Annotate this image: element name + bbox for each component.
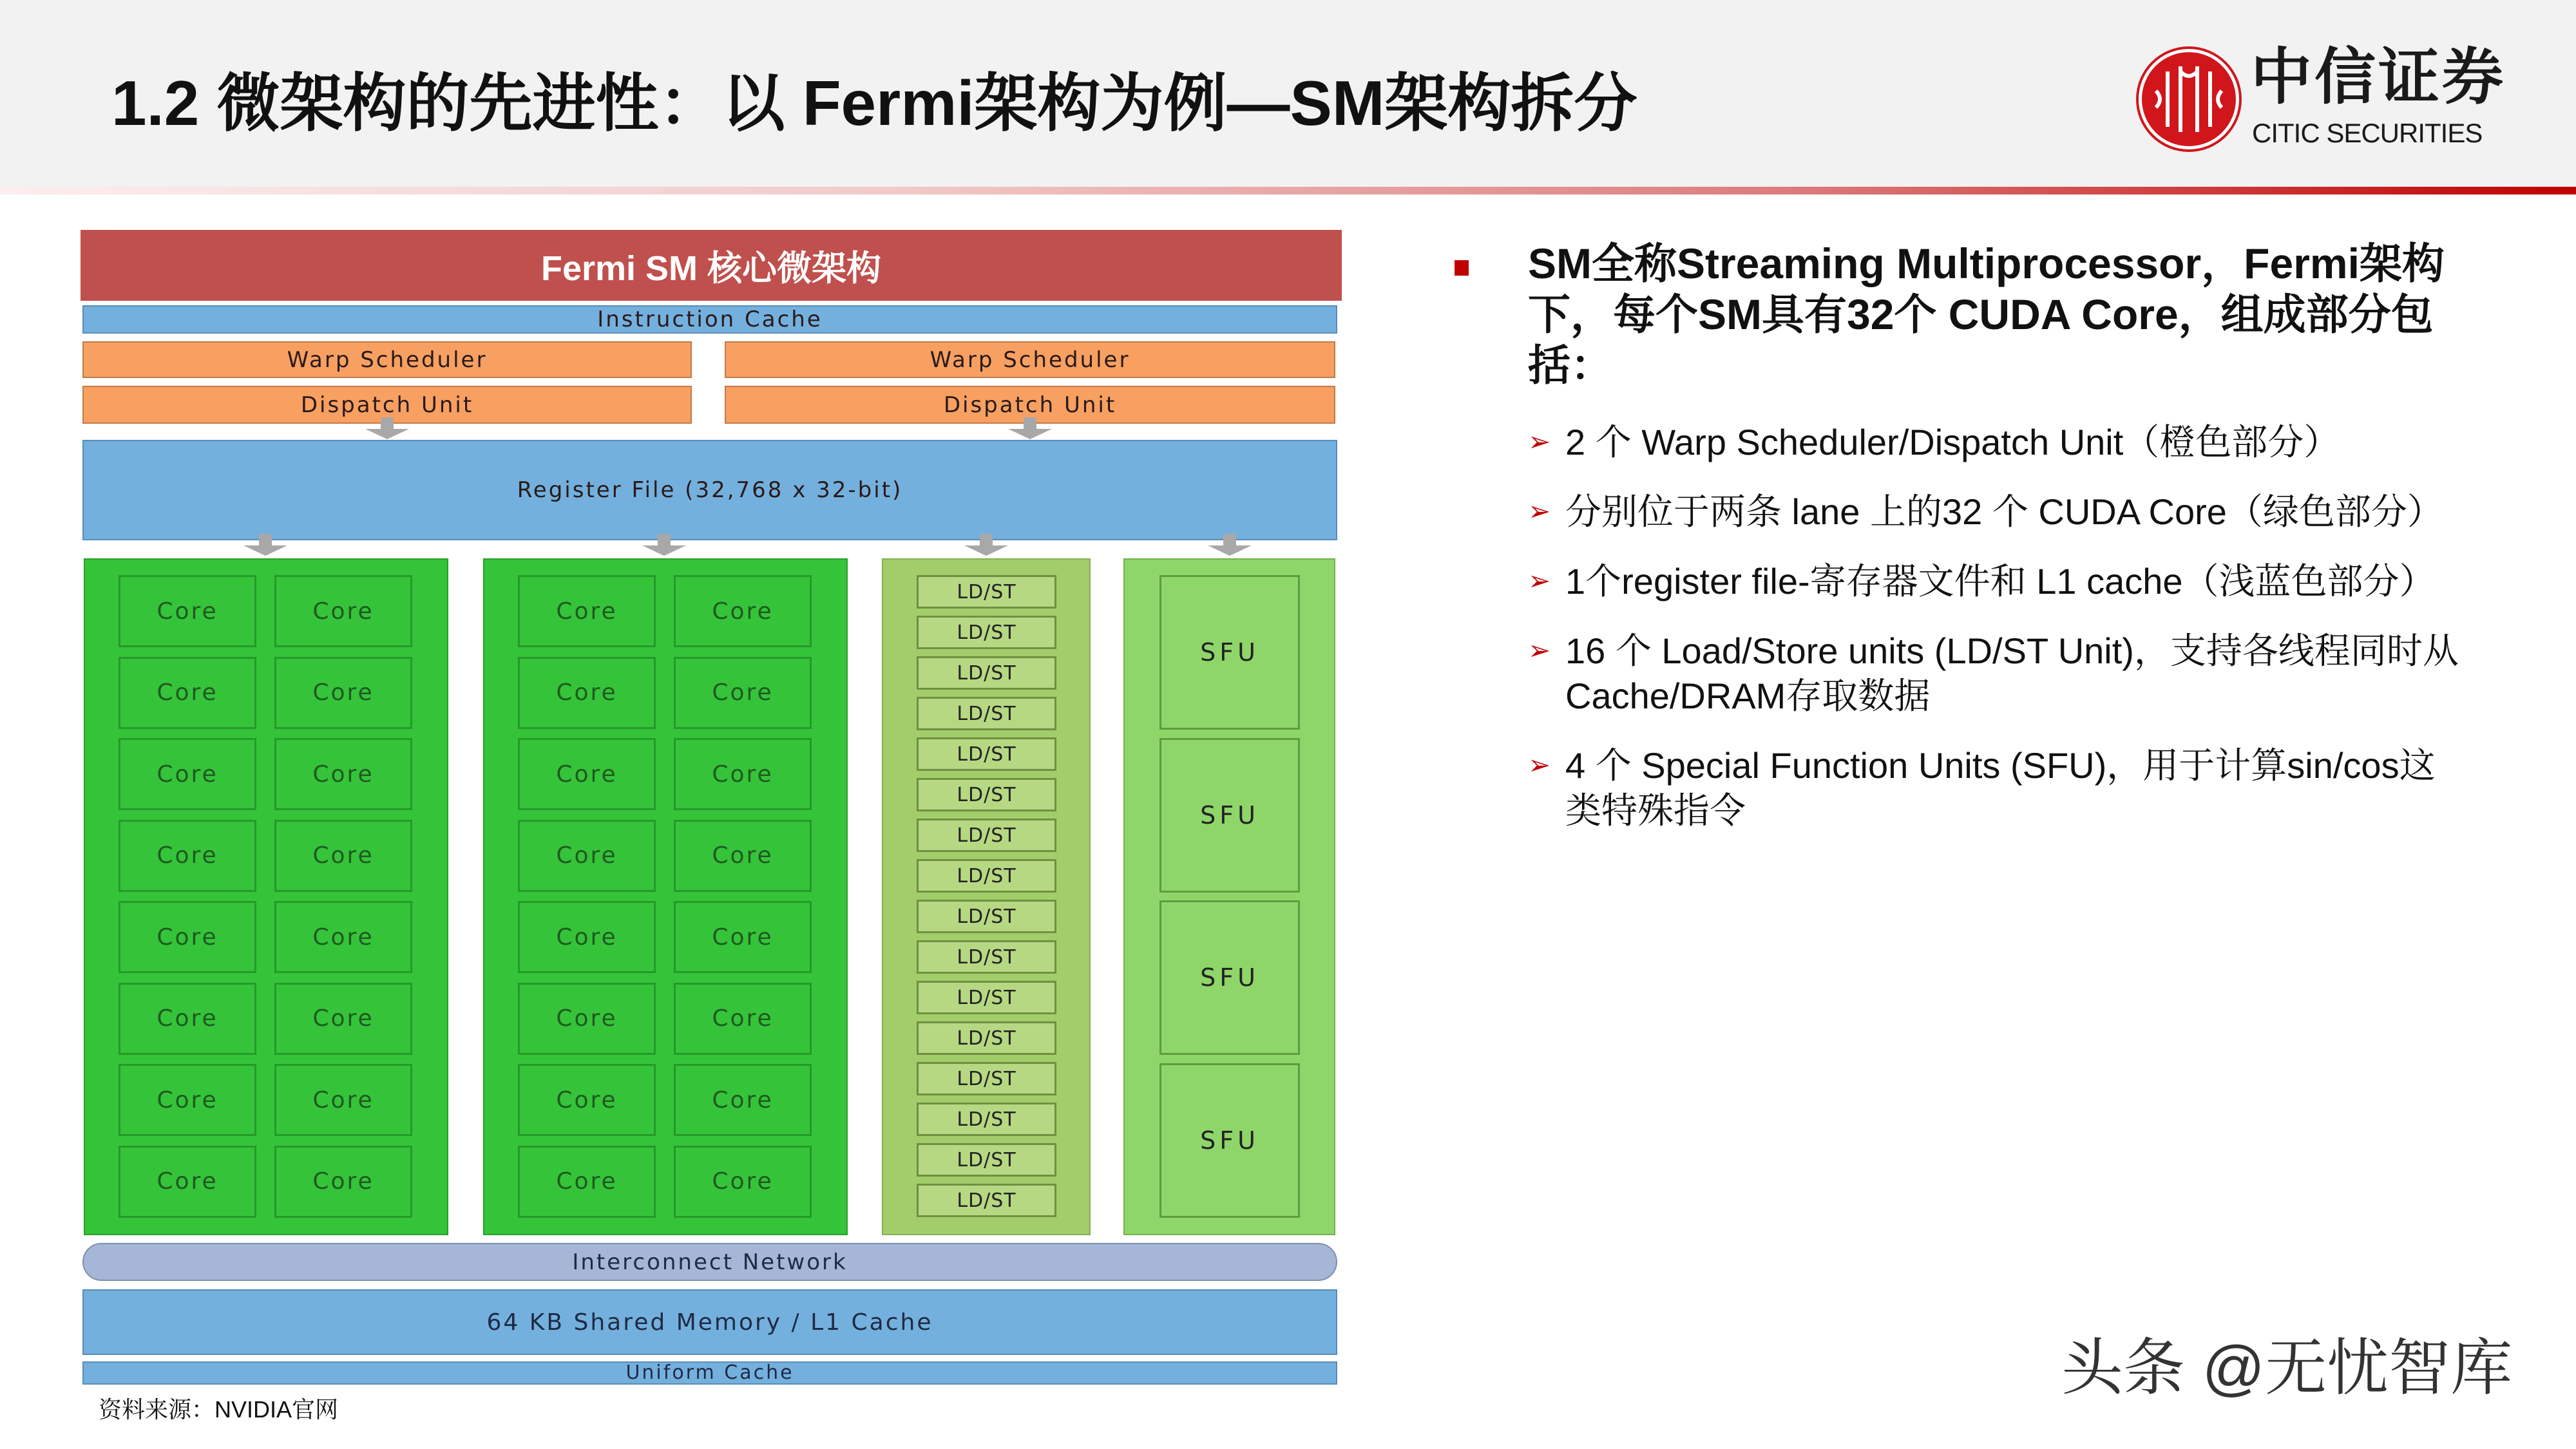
cuda-core: Core xyxy=(674,1064,812,1136)
ldst-unit: LD/ST xyxy=(917,616,1056,649)
register-file: Register File (32,768 x 32-bit) xyxy=(82,440,1337,540)
cuda-core: Core xyxy=(274,820,412,892)
ldst-unit: LD/ST xyxy=(917,697,1056,730)
arrow-down-icon xyxy=(964,545,1008,556)
ldst-unit: LD/ST xyxy=(917,1143,1056,1177)
cuda-core: Core xyxy=(674,901,812,973)
chevron-right-icon: ➢ xyxy=(1528,496,1551,526)
ldst-unit: LD/ST xyxy=(917,1021,1056,1055)
cuda-core: Core xyxy=(119,983,256,1055)
page-title: 1.2 微架构的先进性：以 Fermi架构为例—SM架构拆分 xyxy=(111,68,1637,138)
ldst-unit: LD/ST xyxy=(917,819,1056,852)
list-item xyxy=(1528,489,2468,535)
sfu-unit: SFU xyxy=(1159,1063,1300,1218)
chevron-right-icon: ➢ xyxy=(1528,565,1551,596)
citic-logo-icon xyxy=(2139,49,2239,149)
cuda-core: Core xyxy=(674,657,812,729)
header-divider xyxy=(0,187,2576,194)
ldst-unit: LD/ST xyxy=(917,900,1056,933)
square-bullet-icon xyxy=(1455,260,1469,276)
ldst-unit: LD/ST xyxy=(917,981,1056,1014)
list-item-text: 4 个 Special Function Units (SFU)，用于计算sin/cos这类特殊指令 xyxy=(1565,745,2436,831)
ldst-unit: LD/ST xyxy=(917,1062,1056,1095)
ldst-unit: LD/ST xyxy=(917,737,1056,771)
ldst-unit: LD/ST xyxy=(917,656,1056,690)
arrow-down-icon xyxy=(1208,545,1252,556)
cuda-core: Core xyxy=(119,1146,256,1218)
cuda-core: Core xyxy=(274,901,412,973)
cuda-core: Core xyxy=(674,575,812,647)
chevron-right-icon: ➢ xyxy=(1528,426,1551,457)
list-item xyxy=(1528,559,2468,604)
cuda-core: Core xyxy=(674,1146,812,1218)
cuda-core: Core xyxy=(518,738,656,810)
sfu-unit: SFU xyxy=(1159,738,1300,893)
cuda-core: Core xyxy=(274,738,412,810)
cuda-core: Core xyxy=(119,1064,256,1136)
arrow-down-icon xyxy=(642,545,686,556)
cuda-core: Core xyxy=(518,575,656,647)
list-item xyxy=(1528,420,2468,465)
cuda-core: Core xyxy=(518,983,656,1055)
arrow-down-icon xyxy=(1008,429,1052,439)
ldst-unit: LD/ST xyxy=(917,575,1056,609)
diagram-title: Fermi SM 核心微架构 xyxy=(81,230,1342,301)
cuda-core: Core xyxy=(274,1146,412,1218)
shared-memory-l1-cache: 64 KB Shared Memory / L1 Cache xyxy=(82,1289,1337,1355)
warp-scheduler-left: Warp Scheduler xyxy=(82,341,692,378)
cuda-core: Core xyxy=(119,738,256,810)
cuda-core: Core xyxy=(274,1064,412,1136)
cuda-core: Core xyxy=(274,575,412,647)
source-note: 资料来源：NVIDIA官网 xyxy=(99,1396,339,1423)
dispatch-unit-right: Dispatch Unit xyxy=(725,386,1335,424)
sfu-unit: SFU xyxy=(1159,900,1300,1055)
instruction-cache: Instruction Cache xyxy=(82,305,1337,334)
interconnect-network: Interconnect Network xyxy=(82,1243,1337,1281)
cuda-core: Core xyxy=(518,1064,656,1136)
list-item xyxy=(1528,629,2468,719)
arrow-down-icon xyxy=(365,429,409,439)
list-item-text: 1个register file-寄存器文件和 L1 cache（浅蓝色部分） xyxy=(1565,561,2436,601)
list-item-text: 16 个 Load/Store units (LD/ST Unit)，支持各线程同时从Cache/DRAM存取数据 xyxy=(1565,630,2459,716)
arrow-down-icon xyxy=(243,545,287,556)
cuda-core: Core xyxy=(518,657,656,729)
watermark: 头条 @无忧智库 xyxy=(2061,1334,2513,1403)
chevron-right-icon: ➢ xyxy=(1528,750,1551,780)
ldst-unit: LD/ST xyxy=(917,1103,1056,1136)
cuda-core: Core xyxy=(119,657,256,729)
cuda-core: Core xyxy=(674,738,812,810)
logo-chinese-name: 中信证券 xyxy=(2251,41,2506,113)
cuda-core: Core xyxy=(274,983,412,1055)
cuda-core: Core xyxy=(119,820,256,892)
cuda-core: Core xyxy=(518,1146,656,1218)
chevron-right-icon: ➢ xyxy=(1528,635,1551,665)
uniform-cache: Uniform Cache xyxy=(82,1361,1337,1385)
ldst-unit: LD/ST xyxy=(917,940,1056,974)
cuda-core: Core xyxy=(274,657,412,729)
ldst-unit: LD/ST xyxy=(917,778,1056,811)
list-item-text: 2 个 Warp Scheduler/Dispatch Unit（橙色部分） xyxy=(1565,422,2340,462)
warp-scheduler-right: Warp Scheduler xyxy=(725,341,1335,378)
list-item xyxy=(1528,743,2468,833)
list-item-text: 分别位于两条 lane 上的32 个 CUDA Core（绿色部分） xyxy=(1565,491,2443,532)
sm-heading: SM全称Streaming Multiprocessor，Fermi架构下，每个SM具有32个 CUDA Core，组成部分包括： xyxy=(1528,240,2445,389)
description-column xyxy=(1528,238,2481,858)
ldst-unit: LD/ST xyxy=(917,859,1056,893)
ldst-unit: LD/ST xyxy=(917,1184,1056,1217)
cuda-core: Core xyxy=(674,983,812,1055)
cuda-core: Core xyxy=(674,820,812,892)
cuda-core: Core xyxy=(518,820,656,892)
dispatch-unit-left: Dispatch Unit xyxy=(82,386,692,424)
cuda-core: Core xyxy=(518,901,656,973)
sfu-unit: SFU xyxy=(1159,575,1300,730)
cuda-core: Core xyxy=(119,575,256,647)
cuda-core: Core xyxy=(119,901,256,973)
logo-english-name: CITIC SECURITIES xyxy=(2252,118,2483,148)
